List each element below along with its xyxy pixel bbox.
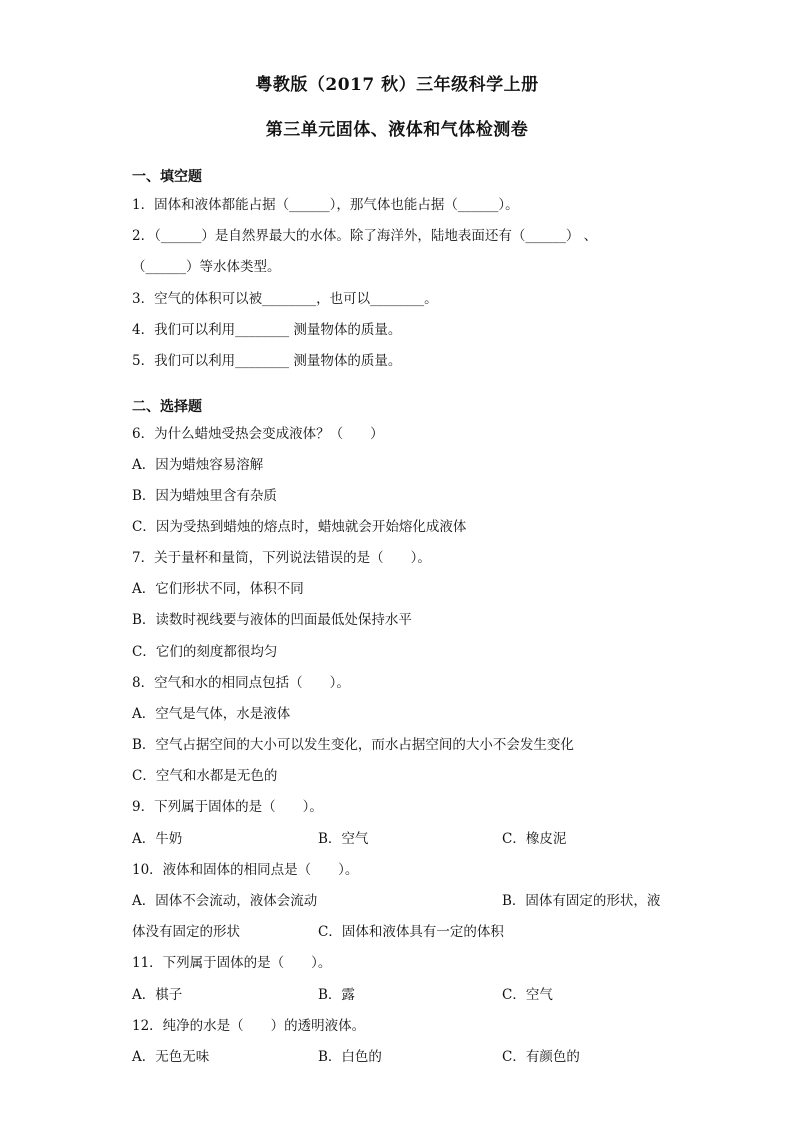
question-9-option-c: C．橡皮泥 bbox=[502, 831, 567, 847]
question-10-option-b: B．固体有固定的形状，液 bbox=[502, 893, 661, 909]
question-10-stem: 10．液体和固体的相同点是（ ）。 bbox=[132, 862, 359, 878]
question-12-option-b: B．白色的 bbox=[318, 1049, 382, 1065]
question-7-stem: 7．关于量杯和量筒，下列说法错误的是（ ）。 bbox=[132, 550, 431, 566]
question-1: 1．固体和液体都能占据（______），那气体也能占据（______）。 bbox=[132, 197, 519, 213]
question-6-option-c: C．因为受热到蜡烛的熔点时，蜡烛就会开始熔化成液体 bbox=[132, 519, 467, 535]
question-4: 4．我们可以利用________ 测量物体的质量。 bbox=[132, 322, 402, 338]
question-9-option-b: B．空气 bbox=[318, 831, 369, 847]
question-9-option-a: A．牛奶 bbox=[132, 831, 183, 847]
question-10-option-a: A．固体不会流动，液体会流动 bbox=[132, 893, 318, 909]
section-fill-in-heading: 一、填空题 bbox=[132, 169, 202, 185]
question-12-option-a: A．无色无味 bbox=[132, 1049, 210, 1065]
question-2-continued: （______）等水体类型。 bbox=[132, 259, 281, 275]
question-11-option-b: B．露 bbox=[318, 987, 355, 1003]
question-11-option-c: C．空气 bbox=[502, 987, 553, 1003]
document-subtitle: 第三单元固体、液体和气体检测卷 bbox=[265, 120, 529, 140]
question-12-option-c: C．有颜色的 bbox=[502, 1049, 580, 1065]
question-3: 3．空气的体积可以被________，也可以________。 bbox=[132, 291, 438, 307]
question-2: 2．（______）是自然界最大的水体。除了海洋外，陆地表面还有（______） 、 bbox=[132, 228, 598, 244]
document-title: 粤教版（2017 秋）三年级科学上册 bbox=[255, 75, 539, 95]
question-6-option-a: A．因为蜡烛容易溶解 bbox=[132, 457, 264, 473]
question-6-stem: 6．为什么蜡烛受热会变成液体？（ ） bbox=[132, 426, 384, 442]
question-12-stem: 12．纯净的水是（ ）的透明液体。 bbox=[132, 1018, 366, 1034]
question-7-option-a: A．它们形状不同，体积不同 bbox=[132, 581, 304, 597]
question-8-option-c: C．空气和水都是无色的 bbox=[132, 768, 278, 784]
question-8-option-a: A．空气是气体，水是液体 bbox=[132, 706, 291, 722]
question-11-option-a: A．棋子 bbox=[132, 987, 183, 1003]
section-choice-heading: 二、选择题 bbox=[132, 399, 202, 415]
question-8-option-b: B．空气占据空间的大小可以发生变化，而水占据空间的大小不会发生变化 bbox=[132, 737, 574, 753]
question-10-option-c: C．固体和液体具有一定的体积 bbox=[318, 924, 504, 940]
question-8-stem: 8．空气和水的相同点包括（ ）。 bbox=[132, 675, 350, 691]
question-7-option-b: B．读数时视线要与液体的凹面最低处保持水平 bbox=[132, 612, 412, 628]
question-6-option-b: B．因为蜡烛里含有杂质 bbox=[132, 488, 277, 504]
question-11-stem: 11．下列属于固体的是（ ）。 bbox=[132, 955, 332, 971]
question-7-option-c: C．它们的刻度都很均匀 bbox=[132, 644, 278, 660]
question-5: 5．我们可以利用________ 测量物体的质量。 bbox=[132, 353, 402, 369]
question-9-stem: 9．下列属于固体的是（ ）。 bbox=[132, 799, 323, 815]
question-10-option-b-continued: 体没有固定的形状 bbox=[132, 924, 240, 940]
